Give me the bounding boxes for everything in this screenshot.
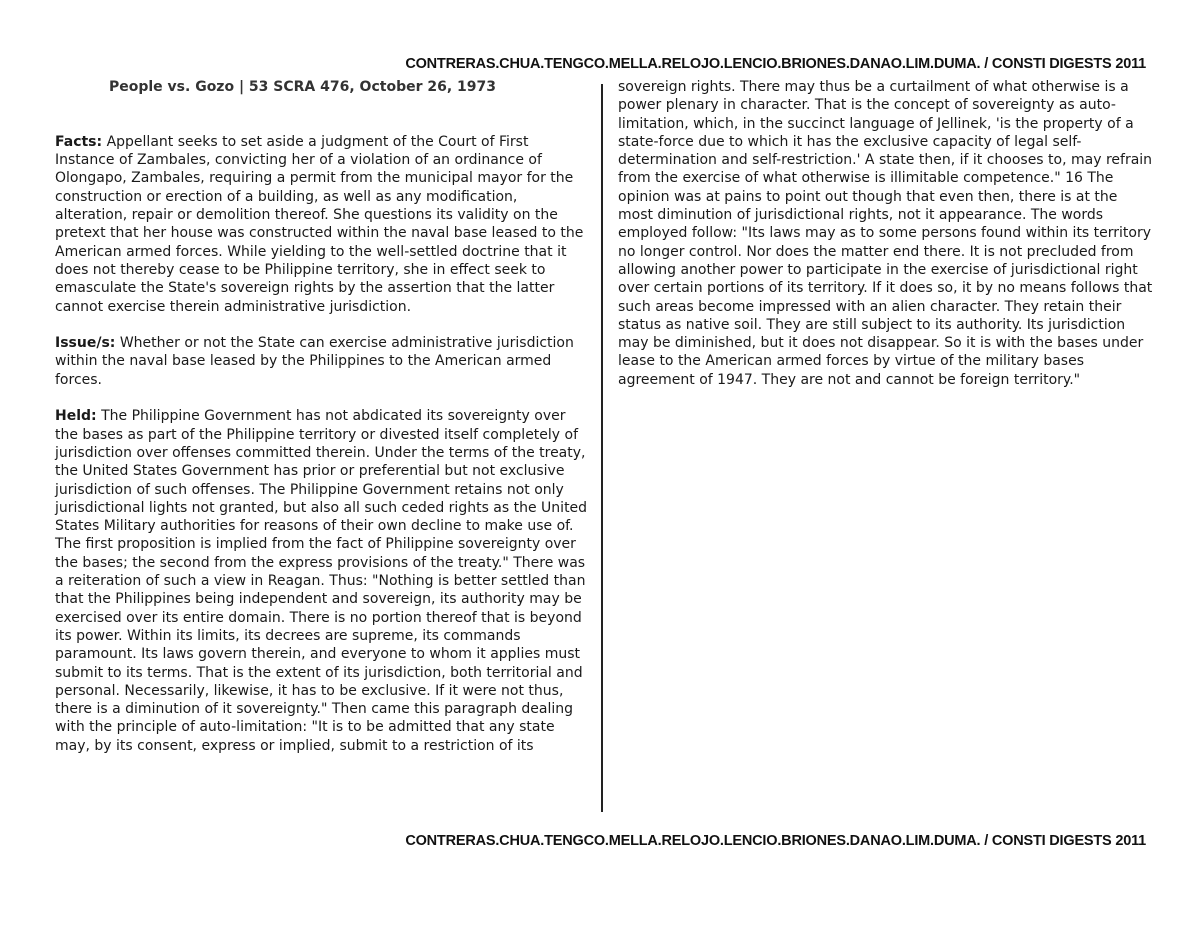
facts-text: Appellant seeks to set aside a judgment of the Court of First Instance of Zambales, convicting her of a violation of an ordinance of Olongapo, Zambales, requiring a permit from the municipal mayor for the construction or erection of a building, as well as any modification, alteration, repair or demolition thereof. She questions its validity on the pretext that her house was constructed within the naval base leased to the American armed forces. While yielding to the well-settled doctrine that it does not thereby cease to be Philippine territory, she in effect seek to emasculate the State's sovereign rights by the assertion that the latter cannot exercise therein administrative jurisdiction. [55, 133, 584, 315]
page-header: CONTRERAS.CHUA.TENGCO.MELLA.RELOJO.LENCIO.BRIONES.DANAO.LIM.DUMA. / CONSTI DIGESTS 2011 [405, 56, 1146, 72]
issue-text: Whether or not the State can exercise administrative jurisdiction within the naval base leased by the Philippines to the American armed forces. [55, 335, 574, 388]
held-paragraph [55, 407, 590, 755]
held-continuation: sovereign rights. There may thus be a curtailment of what otherwise is a power plenary in character. That is the concept of sovereignty as auto-limitation, which, in the succinct language of Jellinek, 'is the property of a state-force due to which it has the exclusive capacity of legal self-determination and self-restriction.' A state then, if it chooses to, may refrain from the exercise of what otherwise is illimitable competence." 16 The opinion was at pains to point out though that even then, there is at the most diminution of jurisdictional rights, not it appearance. The words employed follow: "Its laws may as to some persons found within its territory no longer control. Nor does the matter end there. It is not precluded from allowing another power to participate in the exercise of jurisdictional right over certain portions of its territory. If it does so, it by no means follows that such areas become impressed with an alien character. They retain their status as native soil. They are still subject to its authority. Its jurisdiction may be diminished, but it does not disappear. So it is with the bases under lease to the American armed forces by virtue of the military bases agreement of 1947. They are not and cannot be foreign territory." [618, 79, 1153, 388]
facts-label: Facts: [55, 133, 103, 150]
held-label: Held: [55, 408, 97, 425]
column-divider [601, 84, 603, 812]
held-text: The Philippine Government has not abdicated its sovereignty over the bases as part of the Philippine territory or divested itself completely of jurisdiction over offenses committed therein. Under the terms of the treaty, the United States Government has prior or preferential but not exclusive jurisdiction of such offenses. The Philippine Government retains not only jurisdictional lights not granted, but also all such ceded rights as the United States Military authorities for reasons of their own decline to make use of. The first proposition is implied from the fact of Philippine sovereignty over the bases; the second from the express provisions of the treaty." There was a reiteration of such a view in Reagan. Thus: "Nothing is better settled than that the Philippines being independent and sovereign, its authority may be exercised over its entire domain. There is no portion thereof that is beyond its power. Within its limits, its decrees are supreme, its commands paramount. Its laws govern therein, and everyone to whom it applies must submit to its terms. That is the extent of its jurisdiction, both territorial and personal. Necessarily, likewise, it has to be exclusive. If it were not thus, there is a diminution of it sovereignty." Then came this paragraph dealing with the principle of auto-limitation: "It is to be admitted that any state may, by its consent, express or implied, submit to a restriction of its [55, 408, 588, 754]
facts-paragraph [55, 133, 590, 316]
right-column [618, 78, 1153, 407]
issue-label: Issue/s: [55, 335, 116, 352]
issue-paragraph [55, 334, 590, 389]
case-title: People vs. Gozo | 53 SCRA 476, October 26, 1973 [108, 79, 497, 95]
page-footer: CONTRERAS.CHUA.TENGCO.MELLA.RELOJO.LENCIO.BRIONES.DANAO.LIM.DUMA. / CONSTI DIGESTS 2011 [405, 833, 1146, 849]
left-column [55, 78, 590, 773]
